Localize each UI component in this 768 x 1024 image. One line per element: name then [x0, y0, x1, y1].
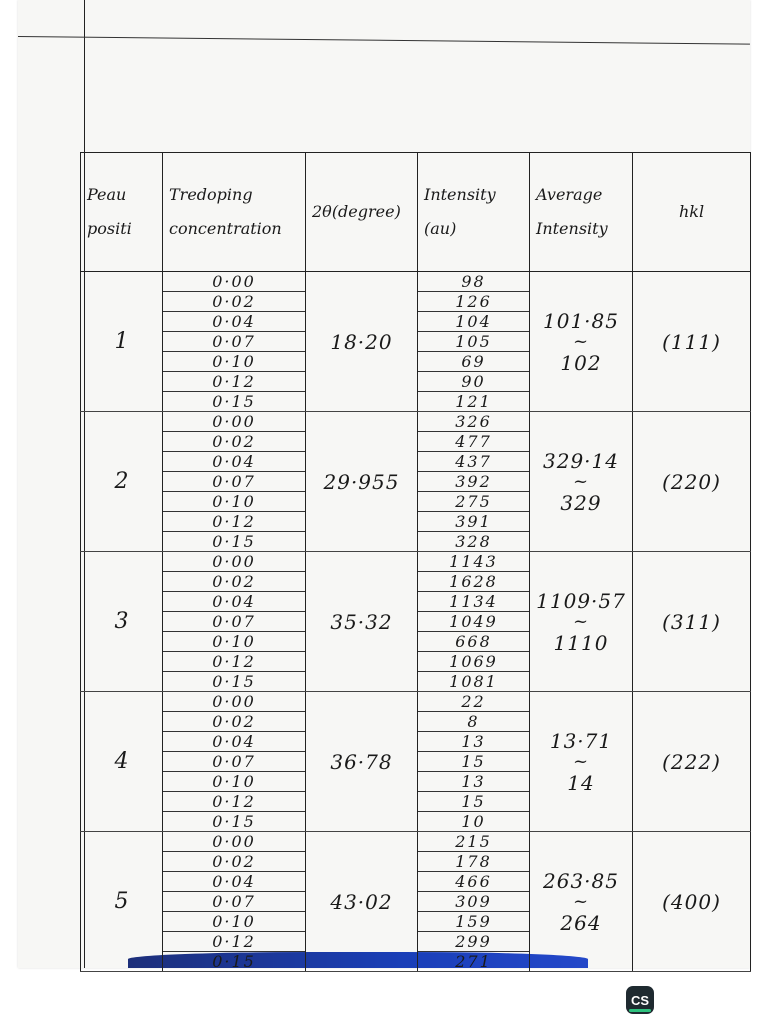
concentration-value: 0·00 [163, 552, 305, 572]
concentration-value: 0·02 [163, 712, 305, 732]
concentration-value: 0·15 [212, 532, 256, 551]
intensity-value: 215 [418, 832, 529, 852]
intensity-list [418, 272, 530, 412]
concentration-value: 0·04 [163, 872, 305, 892]
average-intensity [530, 692, 633, 832]
approx-sign: ~ [572, 610, 590, 632]
concentration-value: 0·15 [212, 952, 256, 971]
intensity-value: 98 [418, 272, 529, 292]
concentration-list [163, 552, 306, 692]
concentration-value: 0·07 [163, 612, 305, 632]
concentration-value: 0·02 [163, 572, 305, 592]
miller-index: (400) [633, 832, 751, 972]
intensity-value: 328 [455, 532, 492, 551]
intensity-list [418, 832, 530, 972]
peak-row [81, 552, 751, 692]
peak-row [81, 412, 751, 552]
approx-sign: ~ [572, 890, 590, 912]
intensity-value: 15 [418, 752, 529, 772]
concentration-value: 0·12 [163, 512, 305, 532]
intensity-value: 1069 [418, 652, 529, 672]
peak-row [81, 832, 751, 972]
intensity-value: 668 [418, 632, 529, 652]
two-theta-value: 29·955 [306, 412, 418, 552]
header-intensity: Intensity (au) [418, 153, 530, 272]
concentration-value: 0·00 [163, 832, 305, 852]
rounded-average: 102 [560, 350, 602, 375]
concentration-value: 0·07 [163, 472, 305, 492]
concentration-list [163, 832, 306, 972]
concentration-list [163, 412, 306, 552]
intensity-value: 126 [418, 292, 529, 312]
camscanner-logo: CS [626, 986, 654, 1014]
concentration-value: 0·15 [212, 392, 256, 411]
concentration-value: 0·12 [163, 792, 305, 812]
miller-index: (222) [633, 692, 751, 832]
intensity-value: 22 [418, 692, 529, 712]
concentration-value: 0·10 [163, 912, 305, 932]
concentration-value: 0·12 [163, 932, 305, 952]
rounded-average: 264 [560, 910, 602, 935]
concentration-value: 0·02 [163, 292, 305, 312]
concentration-value: 0·12 [163, 652, 305, 672]
miller-index: (111) [633, 272, 751, 412]
intensity-value: 159 [418, 912, 529, 932]
concentration-value: 0·07 [163, 892, 305, 912]
xrd-data-table [80, 152, 751, 972]
concentration-list [163, 272, 306, 412]
peak-number: 4 [81, 692, 163, 832]
concentration-list [163, 692, 306, 832]
rounded-average: 1110 [553, 630, 609, 655]
intensity-value: 10 [461, 812, 486, 831]
header-doping-concentration: Tredoping concentration [163, 153, 306, 272]
average-value: 329·14 [543, 448, 619, 473]
concentration-value: 0·10 [163, 492, 305, 512]
header-hkl: hkl [633, 153, 751, 272]
intensity-value: 8 [418, 712, 529, 732]
concentration-value: 0·00 [163, 412, 305, 432]
intensity-value: 437 [418, 452, 529, 472]
peak-number: 3 [81, 552, 163, 692]
average-intensity [530, 832, 633, 972]
concentration-value: 0·00 [163, 272, 305, 292]
concentration-value: 0·00 [163, 692, 305, 712]
approx-sign: ~ [572, 470, 590, 492]
intensity-value: 13 [418, 772, 529, 792]
intensity-value: 15 [418, 792, 529, 812]
concentration-value: 0·15 [212, 812, 256, 831]
peak-row [81, 272, 751, 412]
intensity-value: 121 [455, 392, 492, 411]
intensity-value: 105 [418, 332, 529, 352]
rounded-average: 14 [567, 770, 595, 795]
peak-number: 1 [81, 272, 163, 412]
approx-sign: ~ [572, 750, 590, 772]
intensity-list [418, 552, 530, 692]
concentration-value: 0·04 [163, 312, 305, 332]
concentration-value: 0·04 [163, 592, 305, 612]
two-theta-value: 36·78 [306, 692, 418, 832]
intensity-value: 275 [418, 492, 529, 512]
header-peak-position: Peau positi [81, 153, 163, 272]
average-intensity [530, 552, 633, 692]
peak-row [81, 692, 751, 832]
intensity-list [418, 692, 530, 832]
intensity-value: 391 [418, 512, 529, 532]
concentration-value: 0·02 [163, 852, 305, 872]
peak-number: 5 [81, 832, 163, 972]
intensity-value: 1143 [418, 552, 529, 572]
concentration-value: 0·15 [212, 672, 256, 691]
rounded-average: 329 [560, 490, 602, 515]
intensity-value: 1049 [418, 612, 529, 632]
concentration-value: 0·04 [163, 732, 305, 752]
intensity-value: 69 [418, 352, 529, 372]
intensity-value: 13 [418, 732, 529, 752]
intensity-value: 392 [418, 472, 529, 492]
intensity-value: 299 [418, 932, 529, 952]
header-average-intensity: Average Intensity [530, 153, 633, 272]
intensity-value: 1081 [449, 672, 498, 691]
intensity-value: 90 [418, 372, 529, 392]
concentration-value: 0·10 [163, 772, 305, 792]
intensity-value: 326 [418, 412, 529, 432]
concentration-value: 0·12 [163, 372, 305, 392]
average-intensity [530, 412, 633, 552]
average-value: 263·85 [543, 868, 619, 893]
average-value: 101·85 [543, 308, 619, 333]
intensity-value: 1134 [418, 592, 529, 612]
intensity-list [418, 412, 530, 552]
concentration-value: 0·02 [163, 432, 305, 452]
intensity-value: 271 [455, 952, 492, 971]
table-header-row [81, 153, 751, 272]
approx-sign: ~ [572, 330, 590, 352]
concentration-value: 0·10 [163, 632, 305, 652]
average-intensity [530, 272, 633, 412]
concentration-value: 0·10 [163, 352, 305, 372]
concentration-value: 0·07 [163, 752, 305, 772]
intensity-value: 466 [418, 872, 529, 892]
miller-index: (220) [633, 412, 751, 552]
two-theta-value: 43·02 [306, 832, 418, 972]
intensity-value: 477 [418, 432, 529, 452]
intensity-value: 178 [418, 852, 529, 872]
intensity-value: 309 [418, 892, 529, 912]
two-theta-value: 35·32 [306, 552, 418, 692]
average-value: 1109·57 [536, 588, 626, 613]
miller-index: (311) [633, 552, 751, 692]
two-theta-value: 18·20 [306, 272, 418, 412]
intensity-value: 104 [418, 312, 529, 332]
intensity-value: 1628 [418, 572, 529, 592]
peak-number: 2 [81, 412, 163, 552]
header-two-theta: 2θ(degree) [306, 153, 418, 272]
concentration-value: 0·07 [163, 332, 305, 352]
concentration-value: 0·04 [163, 452, 305, 472]
average-value: 13·71 [549, 728, 613, 753]
